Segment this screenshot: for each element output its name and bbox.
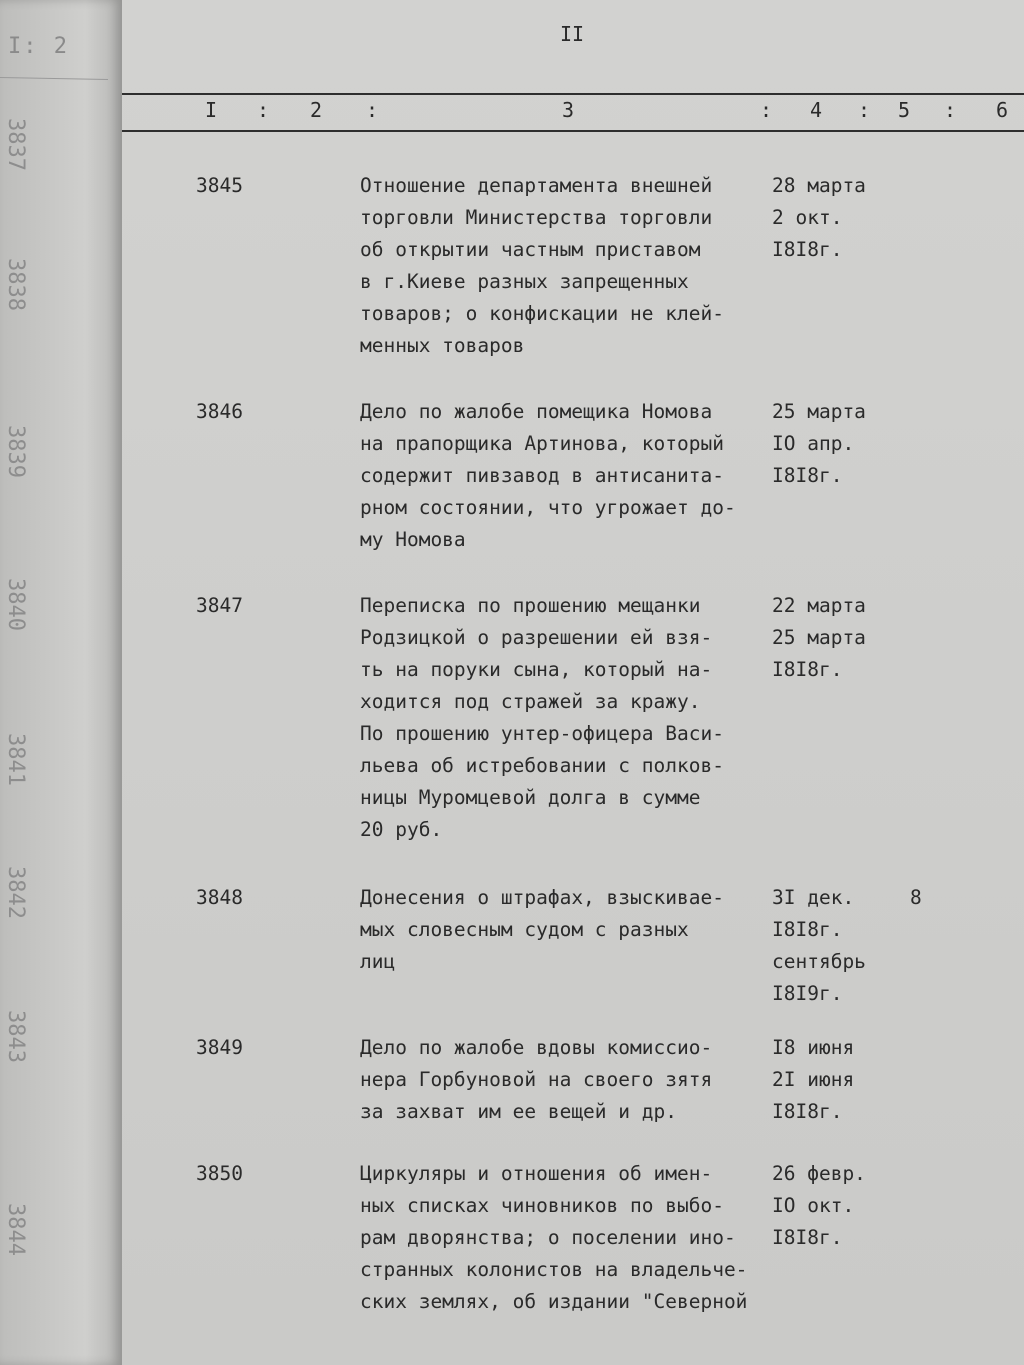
description-line: ть на поруки сына, который на- — [360, 658, 713, 681]
description-line: 20 руб. — [360, 818, 443, 841]
description-line: нера Горбуновой на своего зятя — [360, 1068, 713, 1091]
description-line: Донесения о штрафах, взыскивае- — [360, 886, 724, 909]
left-page-number: 3844 — [3, 1203, 28, 1256]
date-line: I8I8г. — [772, 1226, 843, 1249]
date-line: 22 марта — [772, 594, 866, 617]
header-sep: : — [366, 98, 379, 122]
description-line: Циркуляры и отношения об имен- — [360, 1162, 713, 1185]
date-line: сентябрь — [772, 950, 866, 973]
date-line: 25 марта — [772, 626, 866, 649]
date-line: IO апр. — [772, 432, 855, 455]
date-line: IO окт. — [772, 1194, 855, 1217]
entry-number: 3846 — [196, 400, 243, 423]
entry-description — [360, 1158, 770, 1318]
description-line: торговли Министерства торговли — [360, 206, 713, 229]
date-line: I8 июня — [772, 1036, 855, 1059]
date-line: 26 февр. — [772, 1162, 866, 1185]
description-line: ницы Муромцевой долга в сумме — [360, 786, 701, 809]
entry-description — [360, 590, 770, 846]
description-line: об открытии частным приставом — [360, 238, 701, 261]
description-line: рам дворянства; о поселении ино- — [360, 1226, 736, 1249]
date-line: I8I8г. — [772, 1100, 843, 1123]
description-line: Переписка по прошению мещанки — [360, 594, 701, 617]
left-page-number: 3841 — [3, 733, 28, 786]
left-page-number: 3838 — [3, 258, 28, 311]
header-sep: : — [858, 98, 871, 122]
description-line: ных списках чиновников по выбо- — [360, 1194, 724, 1217]
entry-dates — [772, 170, 902, 266]
date-line: 2I июня — [772, 1068, 855, 1091]
table-header-top-rule — [122, 93, 1024, 95]
description-line: ских землях, об издании "Северной — [360, 1290, 748, 1313]
description-line: му Номова — [360, 528, 466, 551]
header-col-5: 5 — [898, 98, 911, 122]
description-line: Родзицкой о разрешении ей взя- — [360, 626, 713, 649]
description-line: странных колонистов на владельче- — [360, 1258, 748, 1281]
entry-number: 3848 — [196, 886, 243, 909]
date-line: I8I8г. — [772, 658, 843, 681]
date-line: I8I8г. — [772, 238, 843, 261]
table-header-bottom-rule — [122, 130, 1024, 132]
header-col-6: 6 — [996, 98, 1009, 122]
header-sep: : — [944, 98, 957, 122]
left-page-strip — [0, 0, 122, 1365]
header-col-4: 4 — [810, 98, 823, 122]
left-page-number: 3837 — [3, 118, 28, 171]
entry-sheet-count: 8 — [910, 886, 922, 909]
entry-dates — [772, 1158, 902, 1254]
description-line: на прапорщика Артинова, который — [360, 432, 724, 455]
description-line: Дело по жалобе вдовы комиссио- — [360, 1036, 713, 1059]
header-col-3: 3 — [562, 98, 575, 122]
entry-number: 3847 — [196, 594, 243, 617]
entry-number: 3849 — [196, 1036, 243, 1059]
entry-dates — [772, 396, 902, 492]
description-line: мых словесным судом с разных — [360, 918, 689, 941]
description-line: товаров; о конфискации не клей- — [360, 302, 724, 325]
entry-number: 3850 — [196, 1162, 243, 1185]
description-line: менных товаров — [360, 334, 525, 357]
entry-description — [360, 170, 770, 362]
date-line: 28 марта — [772, 174, 866, 197]
left-page-number: 3842 — [3, 866, 28, 919]
description-line: содержит пивзавод в антисанита- — [360, 464, 724, 487]
description-line: рном состоянии, что угрожает до- — [360, 496, 736, 519]
entry-dates — [772, 590, 902, 686]
left-page-rule — [0, 77, 108, 80]
header-col-2: 2 — [310, 98, 323, 122]
description-line: лиц — [360, 950, 396, 973]
date-line: I8I8г. — [772, 918, 843, 941]
header-sep: : — [760, 98, 773, 122]
description-line: льева об истребовании с полков- — [360, 754, 724, 777]
page-number: II — [560, 22, 585, 46]
description-line: Отношение департамента внешней — [360, 174, 713, 197]
date-line: I8I8г. — [772, 464, 843, 487]
left-page-header: I: 2 — [8, 34, 69, 59]
header-col-1: I — [205, 98, 218, 122]
description-line: Дело по жалобе помещика Номова — [360, 400, 713, 423]
description-line: ходится под стражей за кражу. — [360, 690, 701, 713]
date-line: 25 марта — [772, 400, 866, 423]
left-page-number: 3839 — [3, 425, 28, 478]
left-page-number: 3843 — [3, 1010, 28, 1063]
entry-description — [360, 882, 770, 978]
description-line: По прошению унтер-офицера Васи- — [360, 722, 724, 745]
date-line: 2 окт. — [772, 206, 843, 229]
description-line: в г.Киеве разных запрещенных — [360, 270, 689, 293]
entry-description — [360, 1032, 770, 1128]
entry-dates — [772, 1032, 902, 1128]
left-page-number: 3840 — [3, 578, 28, 631]
date-line: I8I9г. — [772, 982, 843, 1005]
entry-description — [360, 396, 770, 556]
entry-dates — [772, 882, 902, 1010]
entry-number: 3845 — [196, 174, 243, 197]
date-line: 3I дек. — [772, 886, 855, 909]
description-line: за захват им ее вещей и др. — [360, 1100, 677, 1123]
header-sep: : — [257, 98, 270, 122]
